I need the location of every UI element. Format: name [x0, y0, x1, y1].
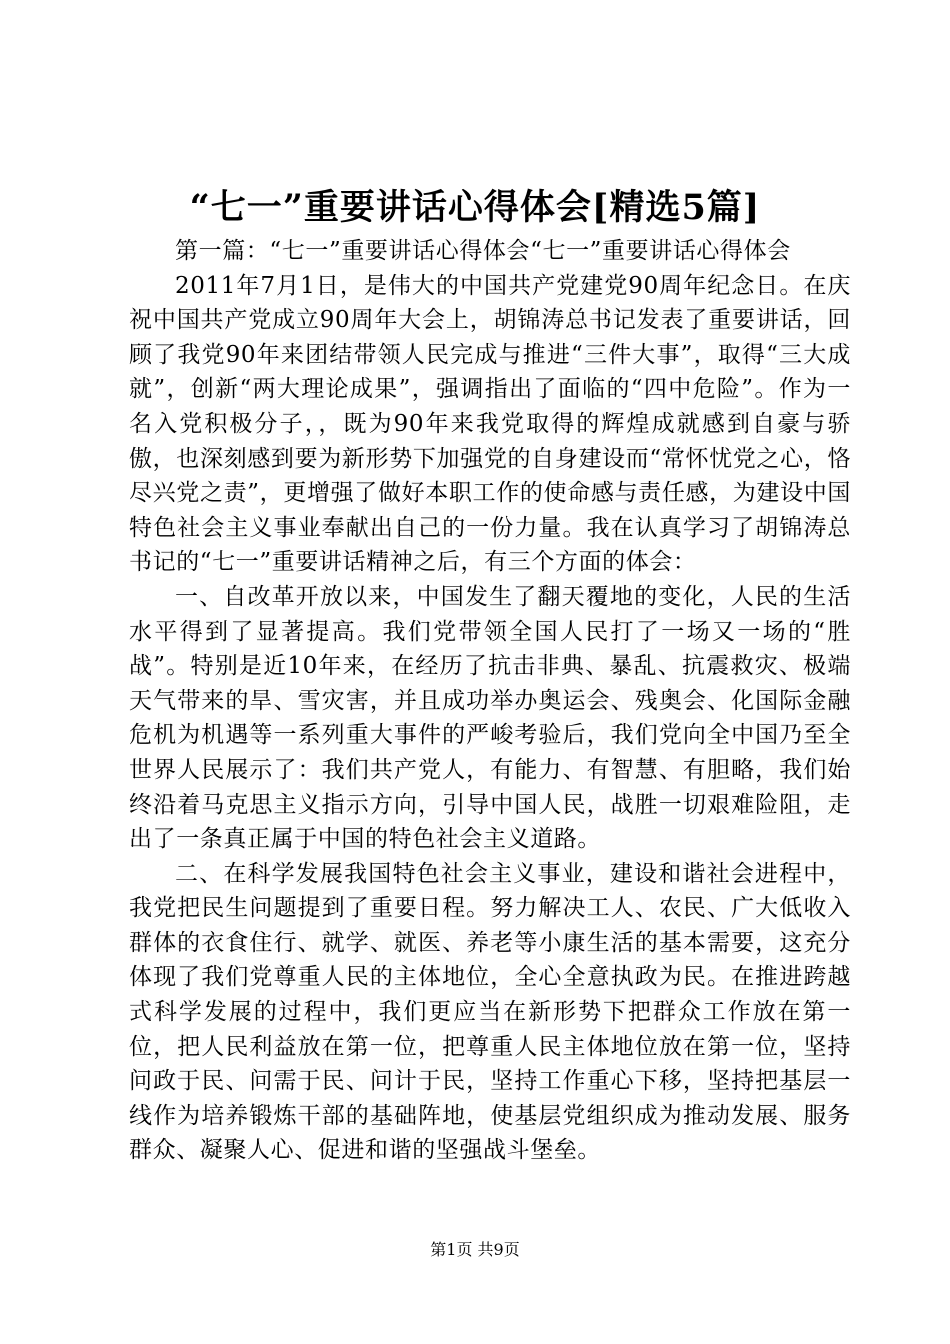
paragraph-intro: 2011年7月1日，是伟大的中国共产党建党90周年纪念日。在庆祝中国共产党成立90周年大会上，胡锦涛总书记发表了重要讲话，回顾了我党90年来团结带领人民完成与推进“三件大事”，取得“三大成就”，创新“两大理论成果”，强调指出了面临的“四中危险”。作为一名入党积极分子，，既为90年来我党取得的辉煌成就感到自豪与骄傲，也深刻感到要为新形势下加强党的自身建设而“常怀忧党之心，恪尽兴党之责”，更增强了做好本职工作的使命感与责任感，为建设中国特色社会主义事业奉献出自己的一份力量。我在认真学习了胡锦涛总书记的“七一”重要讲话精神之后，有三个方面的体会：	[129, 272, 851, 576]
paragraph-point-two: 二、在科学发展我国特色社会主义事业，建设和谐社会进程中，我党把民生问题提到了重要日程。努力解决工人、农民、广大低收入群体的衣食住行、就学、就医、养老等小康生活的基本需要，这充分体现了我们党尊重人民的主体地位，全心全意执政为民。在推进跨越式科学发展的过程中，我们更应当在新形势下把群众工作放在第一位，把人民利益放在第一位，把尊重人民主体地位放在第一位，坚持问政于民、问需于民、问计于民，坚持工作重心下移，坚持把基层一线作为培养锻炼干部的基础阵地，使基层党组织成为推动发展、服务群众、凝聚人心、促进和谐的坚强战斗堡垒。	[129, 860, 851, 1164]
document-title: “七一”重要讲话心得体会[精选5篇]	[189, 187, 761, 228]
document-body	[129, 234, 851, 1168]
paragraph-section-heading: 第一篇：“七一”重要讲话心得体会“七一”重要讲话心得体会	[175, 238, 791, 264]
page-number-footer: 第1页 共9页	[430, 1240, 520, 1259]
paragraph-point-one: 一、自改革开放以来，中国发生了翻天覆地的变化，人民的生活水平得到了显著提高。我们党带领全国人民打了一场又一场的“胜战”。特别是近10年来，在经历了抗击非典、暴乱、抗震救灾、极端天气带来的旱、雪灾害，并且成功举办奥运会、残奥会、化国际金融危机为机遇等一系列重大事件的严峻考验后，我们党向全中国乃至全世界人民展示了：我们共产党人，有能力、有智慧、有胆略，我们始终沿着马克思主义指示方向，引导中国人民，战胜一切艰难险阻，走出了一条真正属于中国的特色社会主义道路。	[129, 583, 851, 853]
